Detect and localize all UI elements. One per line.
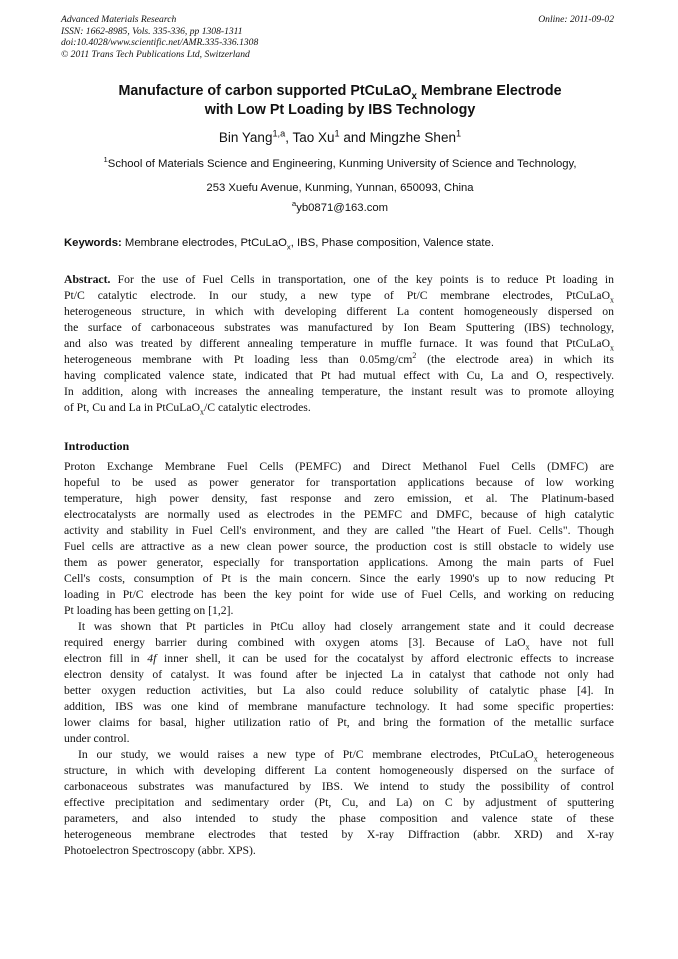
intro-line: Photoelectron Spectroscopy (abbr. XPS). (64, 844, 256, 857)
author-email: $^a$yb0871@163.com (291, 199, 389, 214)
intro-line: carbonaceous substrates was manufactured by IBS. We intend to study the possibility of control (64, 780, 614, 793)
intro-line: parameters, and also intended to study the phase composition and valence state of these (64, 812, 614, 825)
abstract-line: In addition, along with increases the annealing temperature, the instant result was to promote alloying (64, 385, 614, 398)
intro-line: under control. (64, 732, 130, 745)
title-line-1: Manufacture of carbon supported PtCuLaO$_x$ Membrane Electrode (118, 83, 562, 102)
intro-line: temperature, high power density, fast response and zero emission, et al. The Platinum-based (64, 492, 614, 505)
intro-line: electron fill in 4f inner shell, it can be used for the cocatalyst by afford electronic effects to increase (64, 652, 614, 665)
affiliation-line-2: 253 Xuefu Avenue, Kunming, Yunnan, 650093, China (206, 182, 474, 194)
intro-line: Proton Exchange Membrane Fuel Cells (PEMFC) and Direct Methanol Fuel Cells (DMFC) are (64, 460, 614, 473)
intro-line: In our study, we would raises a new type of Pt/C membrane electrodes, PtCuLaO$_x$ heterogeneous (78, 748, 614, 762)
journal-name: Advanced Materials Research (61, 14, 177, 25)
intro-line: structure, in which with developing different La content homogeneously dispersed on the surface of (64, 764, 614, 777)
paper-title (60, 82, 620, 120)
journal-header (61, 14, 258, 60)
intro-line: electrocatalysts are normally used as electrodes in the PEMFC and DMFC, because of high catalytic (64, 508, 614, 521)
abstract-line: having complicated valence state, indicated that Pt had mutual effect with Cu, La and O, respectively. (64, 369, 614, 382)
intro-line: Pt loading has been getting on [1,2]. (64, 604, 234, 617)
online-date: Online: 2011-09-02 (538, 14, 614, 25)
intro-line: addition, IBS was one kind of membrane manufacture technology. It had some specific properties: (64, 700, 614, 713)
abstract-line: of Pt, Cu and La in PtCuLaO$_x$/C catalytic electrodes. (64, 401, 311, 415)
keywords: Keywords: Membrane electrodes, PtCuLaO$_x$, IBS, Phase composition, Valence state. (64, 237, 494, 252)
issn-line: ISSN: 1662-8985, Vols. 335-336, pp 1308-1311 (61, 25, 243, 37)
abstract-line: heterogeneous membrane with Pt loading less than $0.05mg/cm^2$ (the electrode area) in which its (64, 352, 614, 366)
intro-line: them as power generator, especially for transportation applications. Among the main parts of Fuel (64, 556, 614, 569)
abstract-line: heterogeneous structure, in which with developing different La content homogeneously dispersed on (64, 305, 614, 318)
keywords-label: Keywords: (64, 237, 122, 249)
intro-line: loading in Pt/C electrode has been the key point for wide use of Fuel Cells, and working on reducing (64, 588, 614, 601)
intro-line: better oxygen reduction activities, but La also could reduce solubility of catalytic phase [4]. In (64, 684, 614, 697)
intro-line: required energy barrier during combined with oxygen atoms [3]. Because of LaO$_x$ have not full (64, 636, 614, 650)
abstract-line: the surface of carbonaceous substrates was manufactured by Ion Beam Sputtering (IBS) technology, (64, 321, 614, 334)
author-list: Bin Yang$^{1,a}$, Tao Xu$^1$ and Mingzhe Shen$^1$ (218, 128, 462, 145)
intro-line: heterogeneous membrane electrodes that tested by X-ray Diffraction (abbr. XRD) and X-ray (64, 828, 614, 841)
abstract-label: Abstract. (64, 273, 111, 286)
abstract-line: Abstract. For the use of Fuel Cells in transportation, one of the key points is to reduce Pt loading in (64, 273, 614, 286)
intro-line: electron density of catalyst. It was found after be injected La in catalyst that cathode not only had (64, 668, 614, 681)
copyright-line: © 2011 Trans Tech Publications Ltd, Switzerland (61, 48, 250, 60)
intro-line: hopeful to be used as power generator for transportation applications because of low working (64, 476, 614, 489)
intro-line: effective precipitation and sedimentary order (Pt, Cu, and La) on C by adjustment of sputtering (64, 796, 614, 809)
intro-line: activity and stability in Fuel Cell's environment, and they are called "the Heart of Fuel. Cells". Though (64, 524, 614, 537)
intro-line: Fuel cells are attractive as a new clean power source, the production cost is still obstacle to widely use (64, 540, 614, 553)
section-heading-introduction: Introduction (64, 439, 130, 453)
intro-line: It was shown that Pt particles in PtCu alloy had closely arrangement state and it could decrease (78, 620, 614, 633)
title-line-2: with Low Pt Loading by IBS Technology (204, 102, 476, 118)
abstract-line: Pt/C catalytic electrode. In our study, a new type of Pt/C membrane electrodes, PtCuLaO$_x$ (64, 289, 614, 303)
affiliation-line-1: $^1$School of Materials Science and Engineering, Kunming University of Science and Technology, (103, 155, 577, 170)
abstract-line: and also was treated by different annealing temperature in muffle furnace. It was found that PtCuLaO$_x$ (64, 337, 614, 351)
intro-line: Cell's costs, consumption of Pt is the main concern. Since the early 1990's up to now reducing Pt (64, 572, 614, 585)
doi-line: doi:10.4028/www.scientific.net/AMR.335-336.1308 (61, 37, 259, 49)
intro-line: lower claims for basal, higher utilization ratio of Pt, and bring the formation of the metallic surface (64, 716, 614, 729)
